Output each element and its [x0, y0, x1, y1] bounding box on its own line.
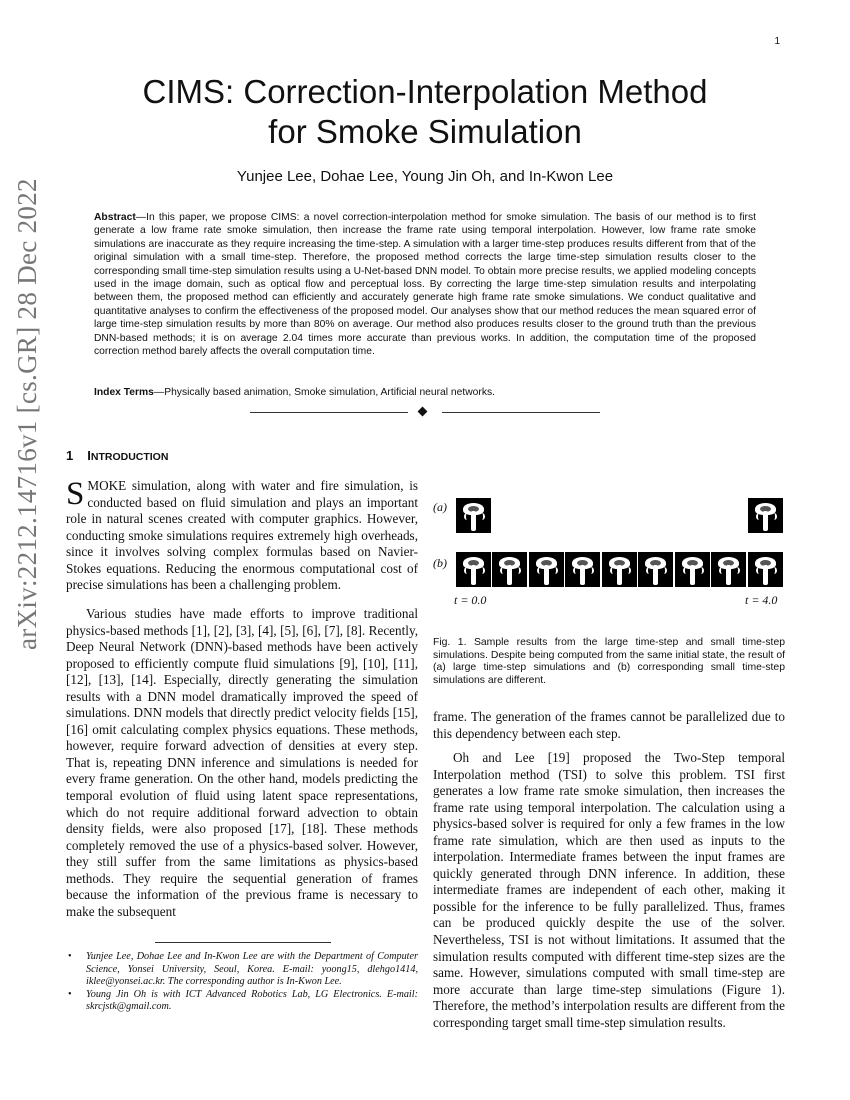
section-heading — [66, 448, 168, 463]
abstract — [94, 211, 756, 358]
smoke-frame-b — [711, 552, 746, 587]
section-separator — [250, 405, 600, 419]
abstract-label: Abstract — [94, 212, 136, 223]
smoke-frame-a-end — [748, 498, 783, 533]
arxiv-identifier-stamp: arXiv:2212.14716v1 [cs.GR] 28 Dec 2022 — [12, 178, 42, 650]
bullet-icon: • — [68, 951, 72, 962]
diamond-ornament-icon — [418, 407, 428, 417]
intro-paragraph-2: Various studies have made efforts to improve traditional physics-based methods [1], [2], [3], [4], [5], [6], [7], [8]. Recently, Deep Neural Network (DNN)-based methods have been actively proposed to efficiently compute fluid simulations [9], [10], [11], [12], [13], [14]. Especially, directly generating the simulation results with a DNN model dramatically improved the speed of simulations. DNN models that directly predict velocity fields [15], [16] omit calculating complex physics equations. These methods, however, require forward advection of densities at every step. That is, repeating DNN inference and simulations is needed for every frame generation. On the other hand, models predicting the temporal evolution of fluid using latent space representations, which do not require additional forward advection to obtain density fields, were also proposed [17], [18]. These methods completely removed the use of a physics-based solver. However, they still suffer from the same limitations as physics-based methods. They require the sequential generation of frames because the information of the previous frame is necessary to make the subsequent — [66, 606, 418, 919]
section-title-initial: I — [87, 448, 91, 463]
smoke-frame-b — [638, 552, 673, 587]
intro-paragraph-1-text: simulation, along with water and fire simulation, is conducted based on fluid simulation and plays an important role in natural scenes created with computer graphics. However, conducting smoke simulations requires extremely high overheads, since it involves solving complex formulas based on Navier-Stokes equations. Reducing the enormous computational cost of precise simulations has been a challenging problem. — [66, 478, 418, 593]
section-number: 1 — [66, 448, 74, 463]
smoke-frame-b — [529, 552, 564, 587]
index-terms-label: Index Terms — [94, 387, 154, 398]
drop-cap: S — [66, 476, 85, 512]
smoke-frame-a-start — [456, 498, 491, 533]
smoke-frame-b — [675, 552, 710, 587]
time-label-end: t = 4.0 — [745, 593, 778, 607]
row-b-label: (b) — [433, 556, 447, 570]
intro-paragraph-1 — [66, 478, 418, 594]
title-line-2: for Smoke Simulation — [268, 113, 582, 150]
footnote-rule — [155, 942, 331, 943]
right-paragraph-2: Oh and Lee [19] proposed the Two-Step temporal Interpolation method (TSI) to solve this problem. TSI first generates a low frame rate smoke simulation, then increases the frame rate using temporal interpolation. The calculation using a physics-based solver is required for only a few frames in the low frame rate simulation, which are then used as inputs to the interpolation. Intermediate frames between the input frames are quickly generated through DNN inference. In addition, these intermediate frames are independent of each other, making it possible for the inference to be fully parallelized. Thus, frames can be produced quickly despite the use of the solver. Nevertheless, TSI is not without limitations. It assumed that the simulation results computed with different time-step sizes are the same. However, simulations computed with small time-step are more accurate than large time-step simulations (Figure 1). Therefore, the method’s interpolation results are different from the corresponding target small time-step simulation results. — [433, 750, 785, 1030]
smoke-frame-b — [565, 552, 600, 587]
bullet-icon: • — [68, 988, 72, 1000]
smoke-frame-b — [602, 552, 637, 587]
abstract-text: —In this paper, we propose CIMS: a novel correction-interpolation method for smoke simulation. The basis of our method is to first generate a low frame rate smoke simulation, then increase the frame rate using temporal interpolation. However, low frame rate smoke simulations are inaccurate as they require increasing the time-step. A simulation with a larger time-step produces results different from that of the original simulation with a small time-step. Therefore, the proposed method corrects the large time-step simulation results closer to the corresponding small time-step simulation results using a U-Net-based DNN model. To obtain more precise results, we applied modeling concepts used in the image domain, such as optical flow and perceptual loss. By correcting the large time-step simulation results and interpolating between them, the proposed method can efficiently and accurately generate high frame rate smoke simulations. We conduct qualitative and quantitative analyses to confirm the effectiveness of the proposed model. Our analyses show that our method reduces the mean squared error of large time-step simulation results by more than 80% on average. Our method also produces results closer to the ground truth than the previous DNN-based methods; it is on average 2.04 times more accurate than previous works. In addition, the computation time of the proposed correction method barely affects the overall computation time. — [94, 212, 756, 358]
smoke-frame-b — [492, 552, 527, 587]
index-terms-text: —Physically based animation, Smoke simulation, Artificial neural networks. — [153, 387, 495, 398]
smoke-frame-b — [456, 552, 491, 587]
intro-smallcaps-word: MOKE — [87, 478, 127, 493]
footnote-text: Yunjee Lee, Dohae Lee and In-Kwon Lee are with the Department of Computer Science, Yonsei University, Seoul, Korea. E-mail: yoong15, dlehgo1414, iklee@yonsei.ac.kr. The corresponding author is In-Kwon Lee. — [86, 951, 418, 988]
page-number: 1 — [774, 36, 780, 47]
smoke-frame-b — [748, 552, 783, 587]
figure-caption: Fig. 1. Sample results from the large time-step and small time-step simulations. Despite being computed from the same initial state, the result of (a) large time-step simulations and (b) corresponding small time-step simulations are different. — [433, 637, 785, 687]
row-a-label: (a) — [433, 500, 447, 514]
footnote-item — [66, 951, 418, 989]
footnote-text: Young Jin Oh is with ICT Advanced Robotics Lab, LG Electronics. E-mail: skrcjstk@gmail.com. — [86, 988, 418, 1013]
section-title-rest: NTRODUCTION — [90, 451, 169, 463]
time-label-start: t = 0.0 — [454, 593, 487, 607]
title-line-1: CIMS: Correction-Interpolation Method — [142, 73, 708, 110]
footnotes — [66, 951, 418, 1014]
paper-title — [100, 72, 750, 152]
index-terms — [94, 386, 756, 399]
author-list: Yunjee Lee, Dohae Lee, Young Jin Oh, and In-Kwon Lee — [236, 168, 614, 185]
footnote-item — [66, 989, 418, 1014]
figure-1 — [433, 498, 785, 608]
right-paragraph-1: frame. The generation of the frames cannot be parallelized due to this dependency between each step. — [433, 709, 785, 741]
